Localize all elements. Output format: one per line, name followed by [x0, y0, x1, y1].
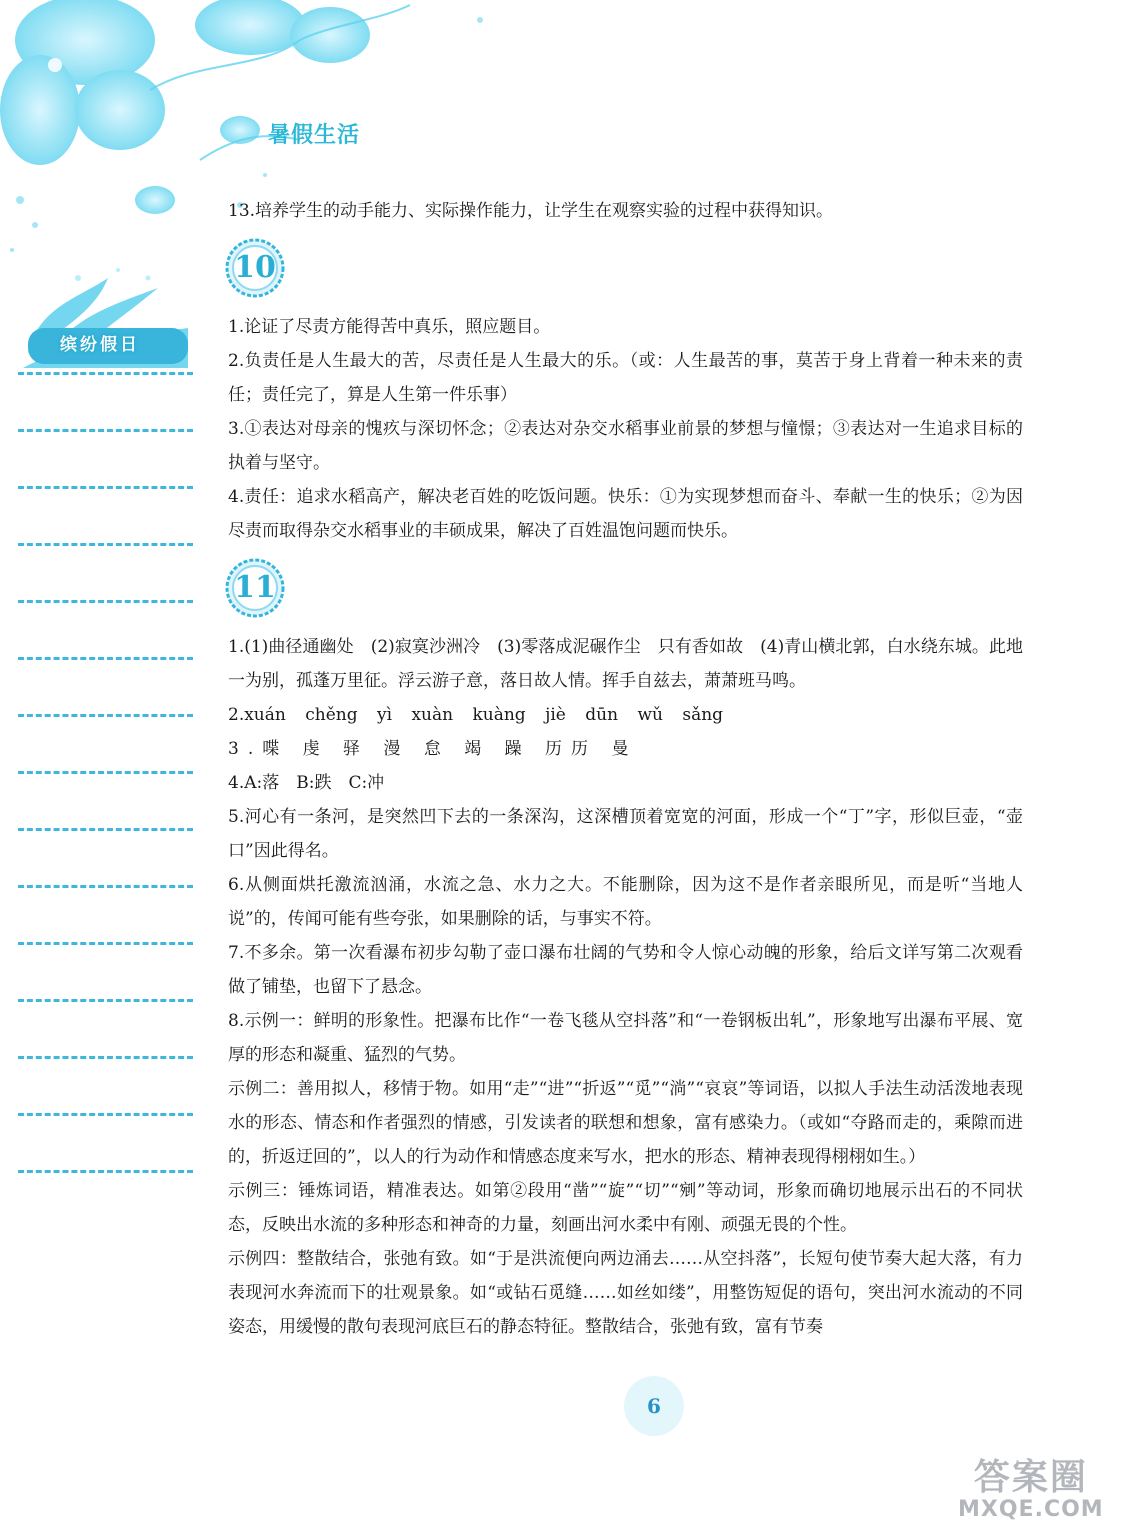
answer-item: 2.负责任是人生最大的苦，尽责任是人生最大的乐。（或：人生最苦的事，莫苦于身上背着一种未来的责任；责任完了，算是人生第一件乐事） [228, 351, 1023, 405]
header-title: 暑假生活 [268, 123, 361, 148]
answer-item: 7.不多余。第一次看瀑布初步勾勒了壶口瀑布壮阔的气势和令人惊心动魄的形象，给后文详写第二次观看做了铺垫，也留下了悬念。 [228, 943, 1023, 997]
answer-item-pinyin: 2.xuán chěng yì xuàn kuàng jiè dūn wǔ sǎng [228, 705, 724, 725]
answer-item: 5.河心有一条河，是突然凹下去的一条深沟，这深槽顶着宽宽的河面，形成一个“丁”字，形似巨壶，“壶口”因此得名。 [228, 807, 1023, 861]
note-line [18, 486, 193, 489]
note-line [18, 885, 193, 888]
answer-item: 3.①表达对母亲的愧疚与深切怀念；②表达对杂交水稻事业前景的梦想与憧憬；③表达对一生追求目标的执着与坚守。 [228, 419, 1023, 473]
answer-item: 8.示例一：鲜明的形象性。把瀑布比作“一卷飞毯从空抖落”和“一卷钢板出轧”，形象地写出瀑布平展、宽厚的形态和凝重、猛烈的气势。 [228, 1011, 1023, 1065]
note-line [18, 543, 193, 546]
note-line [18, 771, 193, 774]
answer-example: 示例二：善用拟人，移情于物。如用“走”“进”“折返”“觅”“淌”“哀哀”等词语，以拟人手法生动活泼地表现水的形态、情态和作者强烈的情感，引发读者的联想和想象，富有感染力。（或如“夺路而走的，乘隙而进的，折返迂回的”，以人的行为动作和情感态度来写水，把水的形态、精神表现得栩栩如生。） [228, 1079, 1023, 1167]
watermark [958, 1458, 1104, 1522]
answer-example: 示例四：整散结合，张弛有致。如“于是洪流便向两边涌去……从空抖落”，长短句使节奏大起大落，有力表现河水奔流而下的壮观景象。如“或钻石觅缝……如丝如缕”，用整饬短促的语句，突出河水流动的不同姿态，用缓慢的散句表现河底巨石的静态特征。整散结合，张弛有致，富有节奏 [228, 1249, 1023, 1337]
page-number: 6 [647, 1394, 661, 1418]
note-line [18, 1113, 193, 1116]
watermark-logo: 答案圈 [973, 1457, 1088, 1498]
note-line [18, 942, 193, 945]
note-line [18, 714, 193, 717]
note-line [18, 999, 193, 1002]
page-number-badge [623, 1375, 685, 1437]
note-line [18, 600, 193, 603]
answer-item-characters: 3.喋 虔 驿 漫 怠 竭 躁 历历 曼 [228, 739, 638, 759]
answer-item: 1.论证了尽责方能得苦中真乐，照应题目。 [228, 317, 551, 337]
section-badge-11 [225, 558, 285, 618]
note-line [18, 657, 193, 660]
answer-item: 1.(1)曲径通幽处 (2)寂寞沙洲冷 (3)零落成泥碾作尘 只有香如故 (4)青山横北郭，白水绕东城。此地一为别，孤蓬万里征。浮云游子意，落日故人情。挥手自兹去，萧萧班马鸣。 [228, 637, 1023, 691]
answer-item: 4.A:落 B:跌 C:冲 [228, 773, 385, 793]
note-line [18, 372, 193, 375]
sidebar-label: 缤纷假日 [60, 335, 140, 355]
answer-item: 4.责任：追求水稻高产，解决老百姓的吃饭问题。快乐：①为实现梦想而奋斗、奉献一生的快乐；②为因尽责而取得杂交水稻事业的丰硕成果，解决了百姓温饱问题而快乐。 [228, 487, 1023, 541]
watermark-site: MXQE.COM [958, 1497, 1104, 1522]
section-badge-10 [225, 238, 285, 298]
note-line [18, 1170, 193, 1173]
answer-content [228, 194, 1023, 1344]
section-number: 11 [234, 570, 276, 605]
note-line [18, 429, 193, 432]
answer-item: 6.从侧面烘托激流汹涌，水流之急、水力之大。不能删除，因为这不是作者亲眼所见，而是听“当地人说”的，传闻可能有些夸张，如果删除的话，与事实不符。 [228, 875, 1023, 929]
answer-example: 示例三：锤炼词语，精准表达。如第②段用“凿”“旋”“切”“剜”等动词，形象而确切地展示出石的不同状态，反映出水流的多种形态和神奇的力量，刻画出河水柔中有刚、顽强无畏的个性。 [228, 1181, 1023, 1235]
note-line [18, 1056, 193, 1059]
note-line [18, 828, 193, 831]
section-number: 10 [234, 250, 276, 285]
intro-line: 13.培养学生的动手能力、实际操作能力，让学生在观察实验的过程中获得知识。 [228, 201, 834, 221]
